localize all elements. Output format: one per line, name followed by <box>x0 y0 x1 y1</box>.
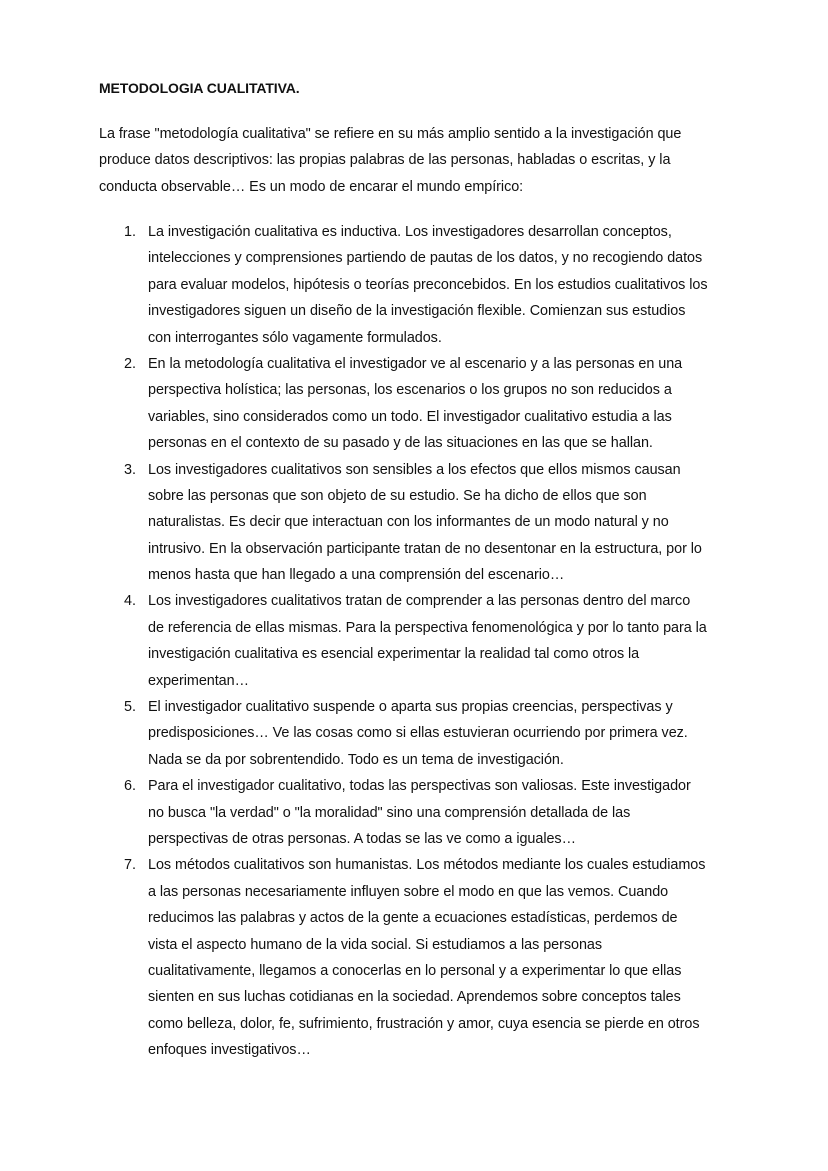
list-line: La investigación cualitativa es inductiva. Los investigadores desarrollan conceptos, <box>148 224 672 240</box>
list-item-5 <box>124 694 784 773</box>
list-line: perspectivas de otras personas. A todas se las ve como a iguales… <box>148 830 576 847</box>
list-line: enfoques investigativos… <box>148 1042 311 1059</box>
list-line: experimentan… <box>148 672 249 689</box>
intro-line: conducta observable… Es un modo de encarar el mundo empírico: <box>99 178 524 195</box>
list-line: intrusivo. En la observación participante tratan de no desentonar en la estructura, por lo <box>148 540 702 557</box>
list-line: naturalistas. Es decir que interactuan con los informantes de un modo natural y no <box>148 514 669 531</box>
list-item-1 <box>124 219 784 351</box>
list-number: 4. <box>124 593 137 610</box>
list-line: sobre las personas que son objeto de su estudio. Se ha dicho de ellos que son <box>148 487 647 504</box>
list-item-2 <box>124 351 784 457</box>
list-line: a las personas necesariamente influyen sobre el modo en que las vemos. Cuando <box>148 883 669 900</box>
list-number: 3. <box>124 461 137 478</box>
list-line: Nada se da por sobrentendido. Todo es un tema de investigación. <box>148 751 564 768</box>
list-line: para evaluar modelos, hipótesis o teorías preconcebidos. En los estudios cualitativos los <box>148 276 708 293</box>
document-title: METODOLOGIA CUALITATIVA. <box>99 80 300 96</box>
list-line: intelecciones y comprensiones partiendo de pautas de los datos, y no recogiendo datos <box>148 250 703 267</box>
list-line: reducimos las palabras y actos de la gente a ecuaciones estadísticas, perdemos de <box>148 910 678 927</box>
list-item-6 <box>124 773 784 852</box>
list-line: Los métodos cualitativos son humanistas. Los métodos mediante los cuales estudiamos <box>148 857 706 874</box>
list-line: El investigador cualitativo suspende o aparta sus propias creencias, perspectivas y <box>148 699 673 716</box>
list-line: sienten en sus luchas cotidianas en la sociedad. Aprendemos sobre conceptos tales <box>148 989 681 1006</box>
list-line: con interrogantes sólo vagamente formulados. <box>148 329 442 346</box>
intro-line: produce datos descriptivos: las propias palabras de las personas, habladas o escritas, y la <box>99 152 671 169</box>
intro-paragraph <box>99 121 779 200</box>
list-line: variables, sino considerados como un todo. El investigador cualitativo estudia a las <box>148 408 672 425</box>
list-line: perspectiva holística; las personas, los escenarios o los grupos no son reducidos a <box>148 382 672 399</box>
list-line: Los investigadores cualitativos son sensibles a los efectos que ellos mismos causan <box>148 461 681 478</box>
list-line: vista el aspecto humano de la vida social. Si estudiamos a las personas <box>148 936 603 953</box>
list-line: como belleza, dolor, fe, sufrimiento, frustración y amor, cuya esencia se pierde en otros <box>148 1015 700 1032</box>
list-line: predisposiciones… Ve las cosas como si ellas estuvieran ocurriendo por primera vez. <box>148 725 688 742</box>
list-line: Los investigadores cualitativos tratan de comprender a las personas dentro del marco <box>148 593 691 610</box>
list-number: 5. <box>124 699 137 716</box>
list-line: personas en el contexto de su pasado y de las situaciones en las que se hallan. <box>148 435 653 452</box>
list-line: de referencia de ellas mismas. Para la perspectiva fenomenológica y por lo tanto para la <box>148 619 707 636</box>
list-line: no busca "la verdad" o "la moralidad" sino una comprensión detallada de las <box>148 804 631 821</box>
list-line: investigación cualitativa es esencial experimentar la realidad tal como otros la <box>148 646 640 663</box>
list-item-4 <box>124 588 784 694</box>
list-item-7 <box>124 852 784 1063</box>
intro-line: La frase "metodología cualitativa" se refiere en su más amplio sentido a la investigación que <box>99 126 682 142</box>
list-line: En la metodología cualitativa el investigador ve al escenario y a las personas en una <box>148 355 683 372</box>
list-item-3 <box>124 457 784 589</box>
list-line: cualitativamente, llegamos a conocerlas en lo personal y a experimentar lo que ellas <box>148 962 682 979</box>
list-number: 6. <box>124 778 137 795</box>
characteristics-list <box>124 219 784 1064</box>
list-line: menos hasta que han llegado a una comprensión del escenario… <box>148 567 565 584</box>
list-line: investigadores siguen un diseño de la investigación flexible. Comienzan sus estudios <box>148 303 686 320</box>
list-number: 1. <box>124 224 137 240</box>
list-number: 7. <box>124 857 137 874</box>
list-line: Para el investigador cualitativo, todas las perspectivas son valiosas. Este investigador <box>148 778 691 795</box>
list-number: 2. <box>124 355 137 372</box>
